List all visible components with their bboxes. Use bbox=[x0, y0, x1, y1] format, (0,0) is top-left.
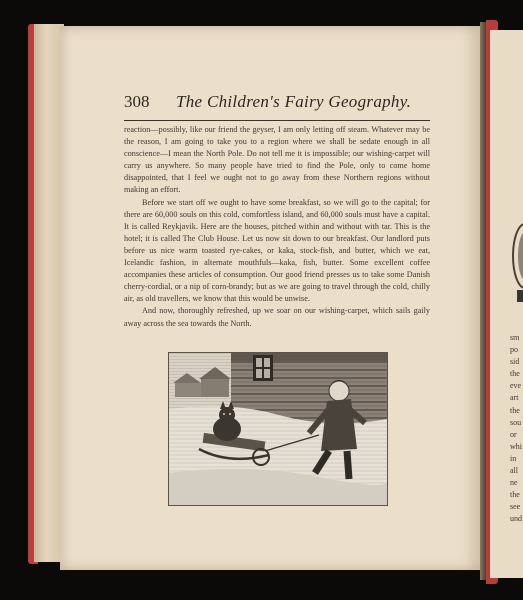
facing-page-text-fragments bbox=[510, 332, 522, 526]
text-fragment: the bbox=[510, 490, 520, 500]
text-fragment: sou bbox=[510, 417, 522, 427]
text-fragment: the bbox=[510, 405, 520, 415]
text-fragment: see bbox=[510, 502, 521, 512]
text-fragment: the bbox=[510, 369, 520, 379]
facing-page-illustration-fragment bbox=[511, 216, 523, 306]
text-fragment: whi bbox=[510, 441, 522, 451]
text-fragment: po bbox=[510, 345, 518, 355]
boy-pulling-sled-engraving bbox=[169, 353, 387, 505]
text-fragment: sm bbox=[510, 333, 520, 342]
paragraph: reaction—possibly, like our friend the geyser, I am only letting off steam. Whatever may be the reason, I am going to take you to a region where we shall be sedate enough in all conscience—I mean the North Pole. Do not tell me it is impossible; our wishing-carpet will carry us anywhere. So many people have tried to find the Pole, only to come home disappointed, that I feel we ought not to go away from these Northern regions without making an effort. bbox=[124, 125, 430, 195]
running-title: The Children's Fairy Geography. bbox=[176, 92, 412, 111]
paragraph: Before we start off we ought to have some breakfast, so we will go to the capital; for there are 60,000 souls on this cold, comfortless island, and 60,000 souls must have a capital. It is called Reykjavik. Here are the houses, pitched within and without with tar. This is the hotel; it is called The Club House. Let us now sit down to our breakfast. Our landlord puts before us nice warm toasted rye-cakes, or kaka, stock-fish, and butter, which we eat, Icelandic fashion, in alternate mouthfuls—kaka, fish, butter. Some excellent coffee accompanies these articles of consumption. Our good friend presses us to take some Danish cherry-cordial, or a nip of corn-brandy; but as we are going to travel through the cold, chilly air, as old travellers, we know that this would be unwise. bbox=[124, 197, 430, 304]
text-fragment: or bbox=[510, 429, 517, 439]
body-text bbox=[124, 124, 430, 330]
text-fragment: eve bbox=[510, 381, 522, 391]
text-fragment: in bbox=[510, 453, 517, 463]
text-fragment: und bbox=[510, 514, 522, 524]
text-fragment: sid bbox=[510, 357, 520, 367]
engraving-illustration bbox=[168, 352, 388, 506]
paragraph: And now, thoroughly refreshed, up we soar on our wishing-carpet, which sails gaily away across the sea towards the North. bbox=[124, 306, 430, 328]
text-fragment: art bbox=[510, 393, 519, 403]
page-header bbox=[124, 92, 430, 121]
page-number: 308 bbox=[124, 92, 150, 111]
text-fragment: ne bbox=[510, 478, 518, 488]
text-fragment: all bbox=[510, 466, 518, 476]
